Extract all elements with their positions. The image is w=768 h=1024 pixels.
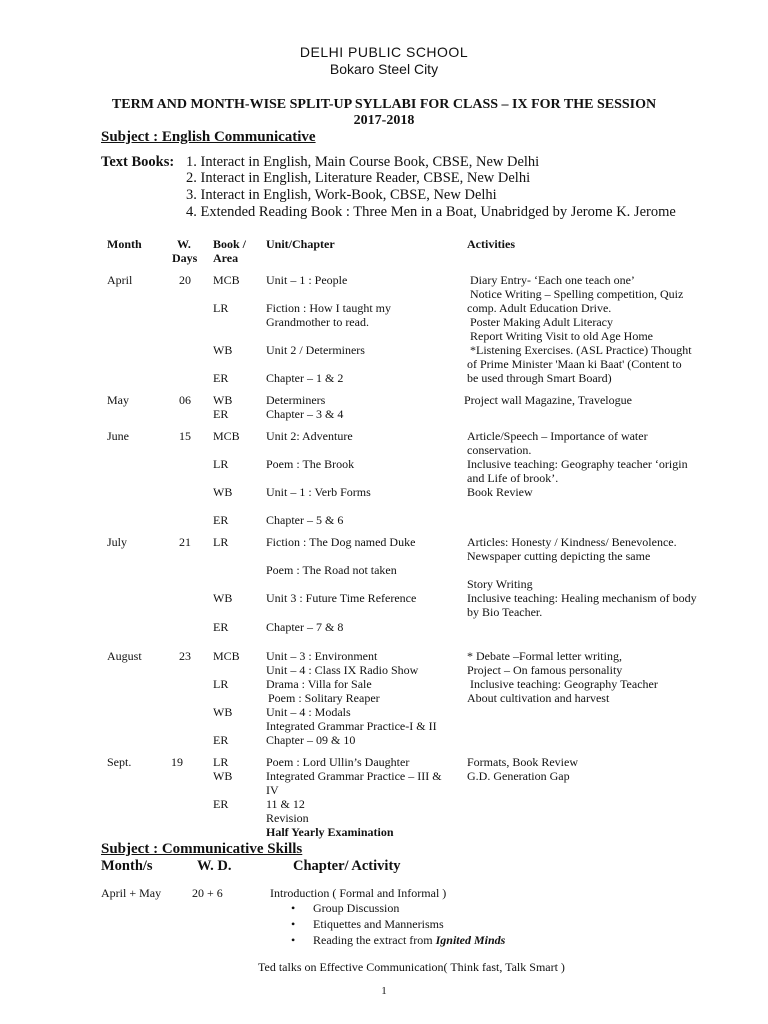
unit-cell: Grandmother to read.	[266, 315, 369, 329]
activity-cell: Formats, Book Review	[467, 755, 578, 769]
book-cell: ER	[213, 513, 229, 527]
textbook-item: 4. Extended Reading Book : Three Men in a Boat, Unabridged by Jerome K. Jerome	[186, 204, 676, 220]
activity-cell: Diary Entry- ‘Each one teach one’	[470, 273, 635, 287]
month-cell: May	[107, 393, 129, 407]
book-cell: LR	[213, 677, 229, 691]
unit-cell: Chapter – 5 & 6	[266, 513, 344, 527]
book-cell: WB	[213, 705, 233, 719]
column-header-month: Month	[107, 237, 142, 251]
bullet-text: Reading the extract from	[313, 933, 436, 947]
days-cell: 19	[171, 755, 183, 769]
unit-cell: Unit – 3 : Environment	[266, 649, 378, 663]
unit-cell: Determiners	[266, 393, 326, 407]
book-cell: LR	[213, 755, 229, 769]
bullet-item	[313, 933, 505, 948]
activity-cell: Story Writing	[467, 577, 533, 591]
column-header-wdays: Days	[172, 251, 198, 265]
unit-cell: Unit 3 : Future Time Reference	[266, 591, 417, 605]
activity-cell: comp. Adult Education Drive.	[467, 301, 612, 315]
textbooks-label: Text Books:	[101, 154, 175, 170]
session-year: 2017-2018	[353, 113, 415, 128]
column-header-wdays: W.	[177, 237, 191, 251]
unit-cell: Chapter – 3 & 4	[266, 407, 344, 421]
column-header-unit: Unit/Chapter	[266, 237, 335, 251]
unit-cell: Poem : The Brook	[266, 457, 355, 471]
unit-cell: Chapter – 1 & 2	[266, 371, 344, 385]
unit-cell: Chapter – 7 & 8	[266, 620, 344, 634]
unit-cell: Unit – 1 : People	[266, 273, 348, 287]
book-cell: ER	[213, 407, 229, 421]
month-cell: June	[107, 429, 129, 443]
book-cell: LR	[213, 535, 229, 549]
unit-cell: Chapter – 09 & 10	[266, 733, 356, 747]
textbook-item: 2. Interact in English, Literature Reader, CBSE, New Delhi	[186, 170, 531, 186]
book-cell: WB	[213, 485, 233, 499]
bullet-item: • Group Discussion	[313, 901, 399, 916]
month-cell: April	[107, 273, 133, 287]
activity-cell: Inclusive teaching: Healing mechanism of body	[467, 591, 697, 605]
activity-cell: Notice Writing – Spelling competition, Quiz	[470, 287, 684, 301]
column-header-chapter: Chapter/ Activity	[293, 858, 401, 874]
column-header-months: Month/s	[101, 858, 153, 874]
book-cell: LR	[213, 457, 229, 471]
textbook-item: 3. Interact in English, Work-Book, CBSE, New Delhi	[186, 187, 497, 203]
unit-cell: Unit – 4 : Class IX Radio Show	[266, 663, 419, 677]
activity-cell: Inclusive teaching: Geography Teacher	[470, 677, 658, 691]
activity-cell: About cultivation and harvest	[467, 691, 610, 705]
days-cell: 23	[179, 649, 191, 663]
subject-heading: Subject : English Communicative	[101, 129, 316, 145]
unit-cell: Poem : The Road not taken	[266, 563, 397, 577]
activity-cell: Article/Speech – Importance of water	[467, 429, 648, 443]
activity-cell: Book Review	[467, 485, 533, 499]
column-header-book: Area	[213, 251, 239, 265]
book-cell: MCB	[213, 273, 240, 287]
days-cell: 15	[179, 429, 191, 443]
month-cell: July	[107, 535, 128, 549]
book-cell: WB	[213, 343, 233, 357]
activity-cell: Project wall Magazine, Travelogue	[464, 393, 632, 407]
month-cell: August	[107, 649, 142, 663]
book-cell: WB	[213, 769, 233, 783]
unit-cell: Revision	[266, 811, 309, 825]
school-name: DELHI PUBLIC SCHOOL	[299, 44, 469, 60]
unit-cell: Fiction : The Dog named Duke	[266, 535, 416, 549]
activity-cell: conservation.	[467, 443, 532, 457]
half-yearly-exam: Half Yearly Examination	[266, 825, 394, 839]
activity-cell: Report Writing Visit to old Age Home	[470, 329, 654, 343]
activity-cell: by Bio Teacher.	[467, 605, 543, 619]
book-title-ignited-minds: Ignited Minds	[435, 933, 506, 947]
book-cell: ER	[213, 371, 229, 385]
book-cell: ER	[213, 620, 229, 634]
month-cell: April + May	[101, 886, 162, 900]
unit-cell: Poem : Lord Ullin’s Daughter	[266, 755, 410, 769]
book-cell: ER	[213, 797, 229, 811]
days-cell: 06	[179, 393, 191, 407]
wd-cell: 20 + 6	[192, 886, 223, 900]
activity-cell: of Prime Minister 'Maan ki Baat' (Content to	[467, 357, 682, 371]
activity-cell: G.D. Generation Gap	[467, 769, 570, 783]
unit-cell: Poem : Solitary Reaper	[268, 691, 380, 705]
document-title: TERM AND MONTH-WISE SPLIT-UP SYLLABI FOR CLASS – IX FOR THE SESSION	[111, 97, 657, 112]
activity-cell: Articles: Honesty / Kindness/ Benevolence.	[467, 535, 677, 549]
column-header-activities: Activities	[467, 237, 515, 251]
days-cell: 21	[179, 535, 191, 549]
activity-cell: Inclusive teaching: Geography teacher ‘origin	[467, 457, 688, 471]
unit-cell: Unit 2: Adventure	[266, 429, 353, 443]
activity-cell: Newspaper cutting depicting the same	[467, 549, 651, 563]
days-cell: 20	[179, 273, 191, 287]
activity-cell: *Listening Exercises. (ASL Practice) Thought	[470, 343, 692, 357]
month-cell: Sept.	[107, 755, 132, 769]
ted-talks-line: Ted talks on Effective Communication( Think fast, Talk Smart )	[258, 960, 565, 974]
book-cell: WB	[213, 591, 233, 605]
book-cell: MCB	[213, 429, 240, 443]
school-city: Bokaro Steel City	[329, 61, 439, 77]
subject-heading: Subject : Communicative Skills	[101, 841, 303, 857]
page-number: 1	[381, 985, 387, 997]
activity-cell: and Life of brook’.	[467, 471, 559, 485]
bullet-item: • Etiquettes and Mannerisms	[313, 917, 444, 932]
unit-cell: Unit 2 / Determiners	[266, 343, 365, 357]
column-header-wd: W. D.	[197, 858, 232, 874]
unit-cell: 11 & 12	[266, 797, 305, 811]
unit-cell: Drama : Villa for Sale	[266, 677, 372, 691]
book-cell: ER	[213, 733, 229, 747]
unit-cell: Fiction : How I taught my	[266, 301, 391, 315]
unit-cell: Unit – 4 : Modals	[266, 705, 351, 719]
activity-cell: * Debate –Formal letter writing,	[467, 649, 622, 663]
unit-cell: Integrated Grammar Practice-I & II	[266, 719, 437, 733]
book-cell: MCB	[213, 649, 240, 663]
activity-cell: Project – On famous personality	[467, 663, 623, 677]
book-cell: WB	[213, 393, 233, 407]
unit-cell: Unit – 1 : Verb Forms	[266, 485, 371, 499]
column-header-book: Book /	[213, 237, 247, 251]
activity-cell: be used through Smart Board)	[467, 371, 612, 385]
textbook-item: 1. Interact in English, Main Course Book, CBSE, New Delhi	[186, 154, 540, 170]
activity-cell: Poster Making Adult Literacy	[470, 315, 613, 329]
unit-cell: Integrated Grammar Practice – III &	[266, 769, 442, 783]
activity-intro: Introduction ( Formal and Informal )	[270, 886, 447, 900]
book-cell: LR	[213, 301, 229, 315]
unit-cell: IV	[266, 783, 279, 797]
